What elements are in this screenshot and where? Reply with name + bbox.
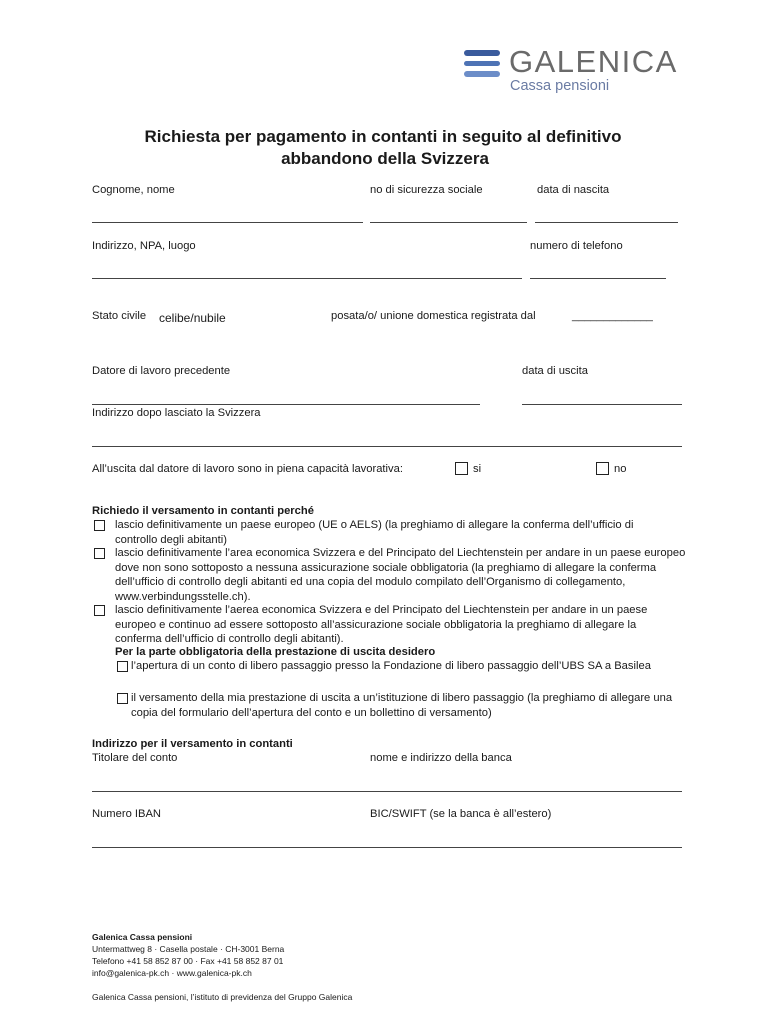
checkbox-sub-option-2[interactable]: [117, 693, 128, 704]
label-avs: no di sicurezza sociale: [370, 184, 483, 196]
label-account-holder: Titolare del conto: [92, 752, 178, 764]
page-title-line2: abbandono della Svizzera: [281, 149, 489, 168]
label-birthdate: data di nascita: [537, 184, 610, 196]
checkbox-no[interactable]: [596, 462, 609, 475]
page-title-line1: Richiesta per pagamento in contanti in seguito al definitivo: [144, 127, 622, 146]
field-iban-bic[interactable]: [92, 847, 682, 848]
field-avs[interactable]: [370, 222, 527, 223]
payment-heading: Indirizzo per il versamento in contanti: [92, 738, 293, 750]
label-bank: nome e indirizzo della banca: [370, 752, 512, 764]
checkbox-option-2[interactable]: [94, 548, 105, 559]
option-3-text: lascio definitivamente l’aerea economica Svizzera e del Principato del Liechtenstein per andare in un paese europeo e continuo ad essere sottoposto all’assicurazione sociale obbligatoria la preghiamo di allegare la conferma dell’ufficio di controllo degli abitanti).: [115, 604, 648, 645]
label-civil-status: Stato civile: [92, 310, 147, 322]
label-no: no: [614, 463, 627, 475]
sub-heading: Per la parte obbligatoria della prestazione di uscita desidero: [115, 646, 436, 658]
label-address: Indirizzo, NPA, luogo: [92, 240, 196, 252]
label-married-since: posata/o/ unione domestica registrata dal: [331, 310, 536, 322]
field-account-bank[interactable]: [92, 791, 682, 792]
label-employer: Datore di lavoro precedente: [92, 365, 231, 377]
field-exit-date[interactable]: [522, 404, 682, 405]
field-address[interactable]: [92, 278, 522, 279]
field-civil-status[interactable]: celibe/nubile: [159, 311, 226, 325]
logo-subtitle: Cassa pensioni: [510, 78, 610, 94]
checkbox-si[interactable]: [455, 462, 468, 475]
checkbox-option-1[interactable]: [94, 520, 105, 531]
option-2-text: lascio definitivamente l’area economica Svizzera e del Principato del Liechtenstein per andare in un paese europeo dove non sono sottoposto a nessuna assicurazione sociale obbligatoria (la preghiamo di allegare la conferma dell’ufficio di controllo degli abitanti ed una copia del modulo compilato dell’Organismo di collegamento, www.verbindungsstelle.ch).: [115, 547, 686, 603]
field-employer[interactable]: [92, 404, 480, 405]
checkbox-option-3[interactable]: [94, 605, 105, 616]
option-1-text: lascio definitivamente un paese europeo (UE o AELS) (la preghiamo di allegare la conferma dell’ufficio di controllo degli abitanti): [115, 519, 634, 546]
footer-tagline: Galenica Cassa pensioni, l’istituto di previdenza del Gruppo Galenica: [92, 992, 353, 1002]
field-birthdate[interactable]: [535, 222, 678, 223]
label-bic: BIC/SWIFT (se la banca è all’estero): [370, 808, 552, 820]
footer-web: info@galenica-pk.ch · www.galenica-pk.ch: [92, 968, 252, 978]
field-married-since[interactable]: _____________: [572, 310, 653, 322]
label-phone: numero di telefono: [530, 240, 623, 252]
field-address-after[interactable]: [92, 446, 682, 447]
footer-address: Untermattweg 8 · Casella postale · CH-3001 Berna: [92, 944, 285, 954]
field-cognome-nome[interactable]: [92, 222, 363, 223]
label-work-capacity: All’uscita dal datore di lavoro sono in piena capacità lavorativa:: [92, 463, 403, 475]
label-address-after: Indirizzo dopo lasciato la Svizzera: [92, 407, 261, 419]
label-cognome-nome: Cognome, nome: [92, 184, 175, 196]
label-iban: Numero IBAN: [92, 808, 162, 820]
field-phone[interactable]: [530, 278, 666, 279]
logo-mark-icon: [464, 50, 500, 82]
sub-option-1-text: l’apertura di un conto di libero passaggio presso la Fondazione di libero passaggio dell’UBS SA a Basilea: [131, 660, 651, 672]
request-heading: Richiedo il versamento in contanti perché: [92, 505, 314, 517]
checkbox-sub-option-1[interactable]: [117, 661, 128, 672]
logo-name: GALENICA: [509, 44, 678, 79]
label-exit-date: data di uscita: [522, 365, 588, 377]
label-si: si: [473, 463, 482, 475]
footer-phone: Telefono +41 58 852 87 00 · Fax +41 58 852 87 01: [92, 956, 284, 966]
footer-name: Galenica Cassa pensioni: [92, 932, 193, 942]
sub-option-2-text: il versamento della mia prestazione di uscita a un’istituzione di libero passaggio (la preghiamo di allegare una copia del formulario dell’apertura del conto e un bollettino di versamento): [131, 692, 673, 719]
